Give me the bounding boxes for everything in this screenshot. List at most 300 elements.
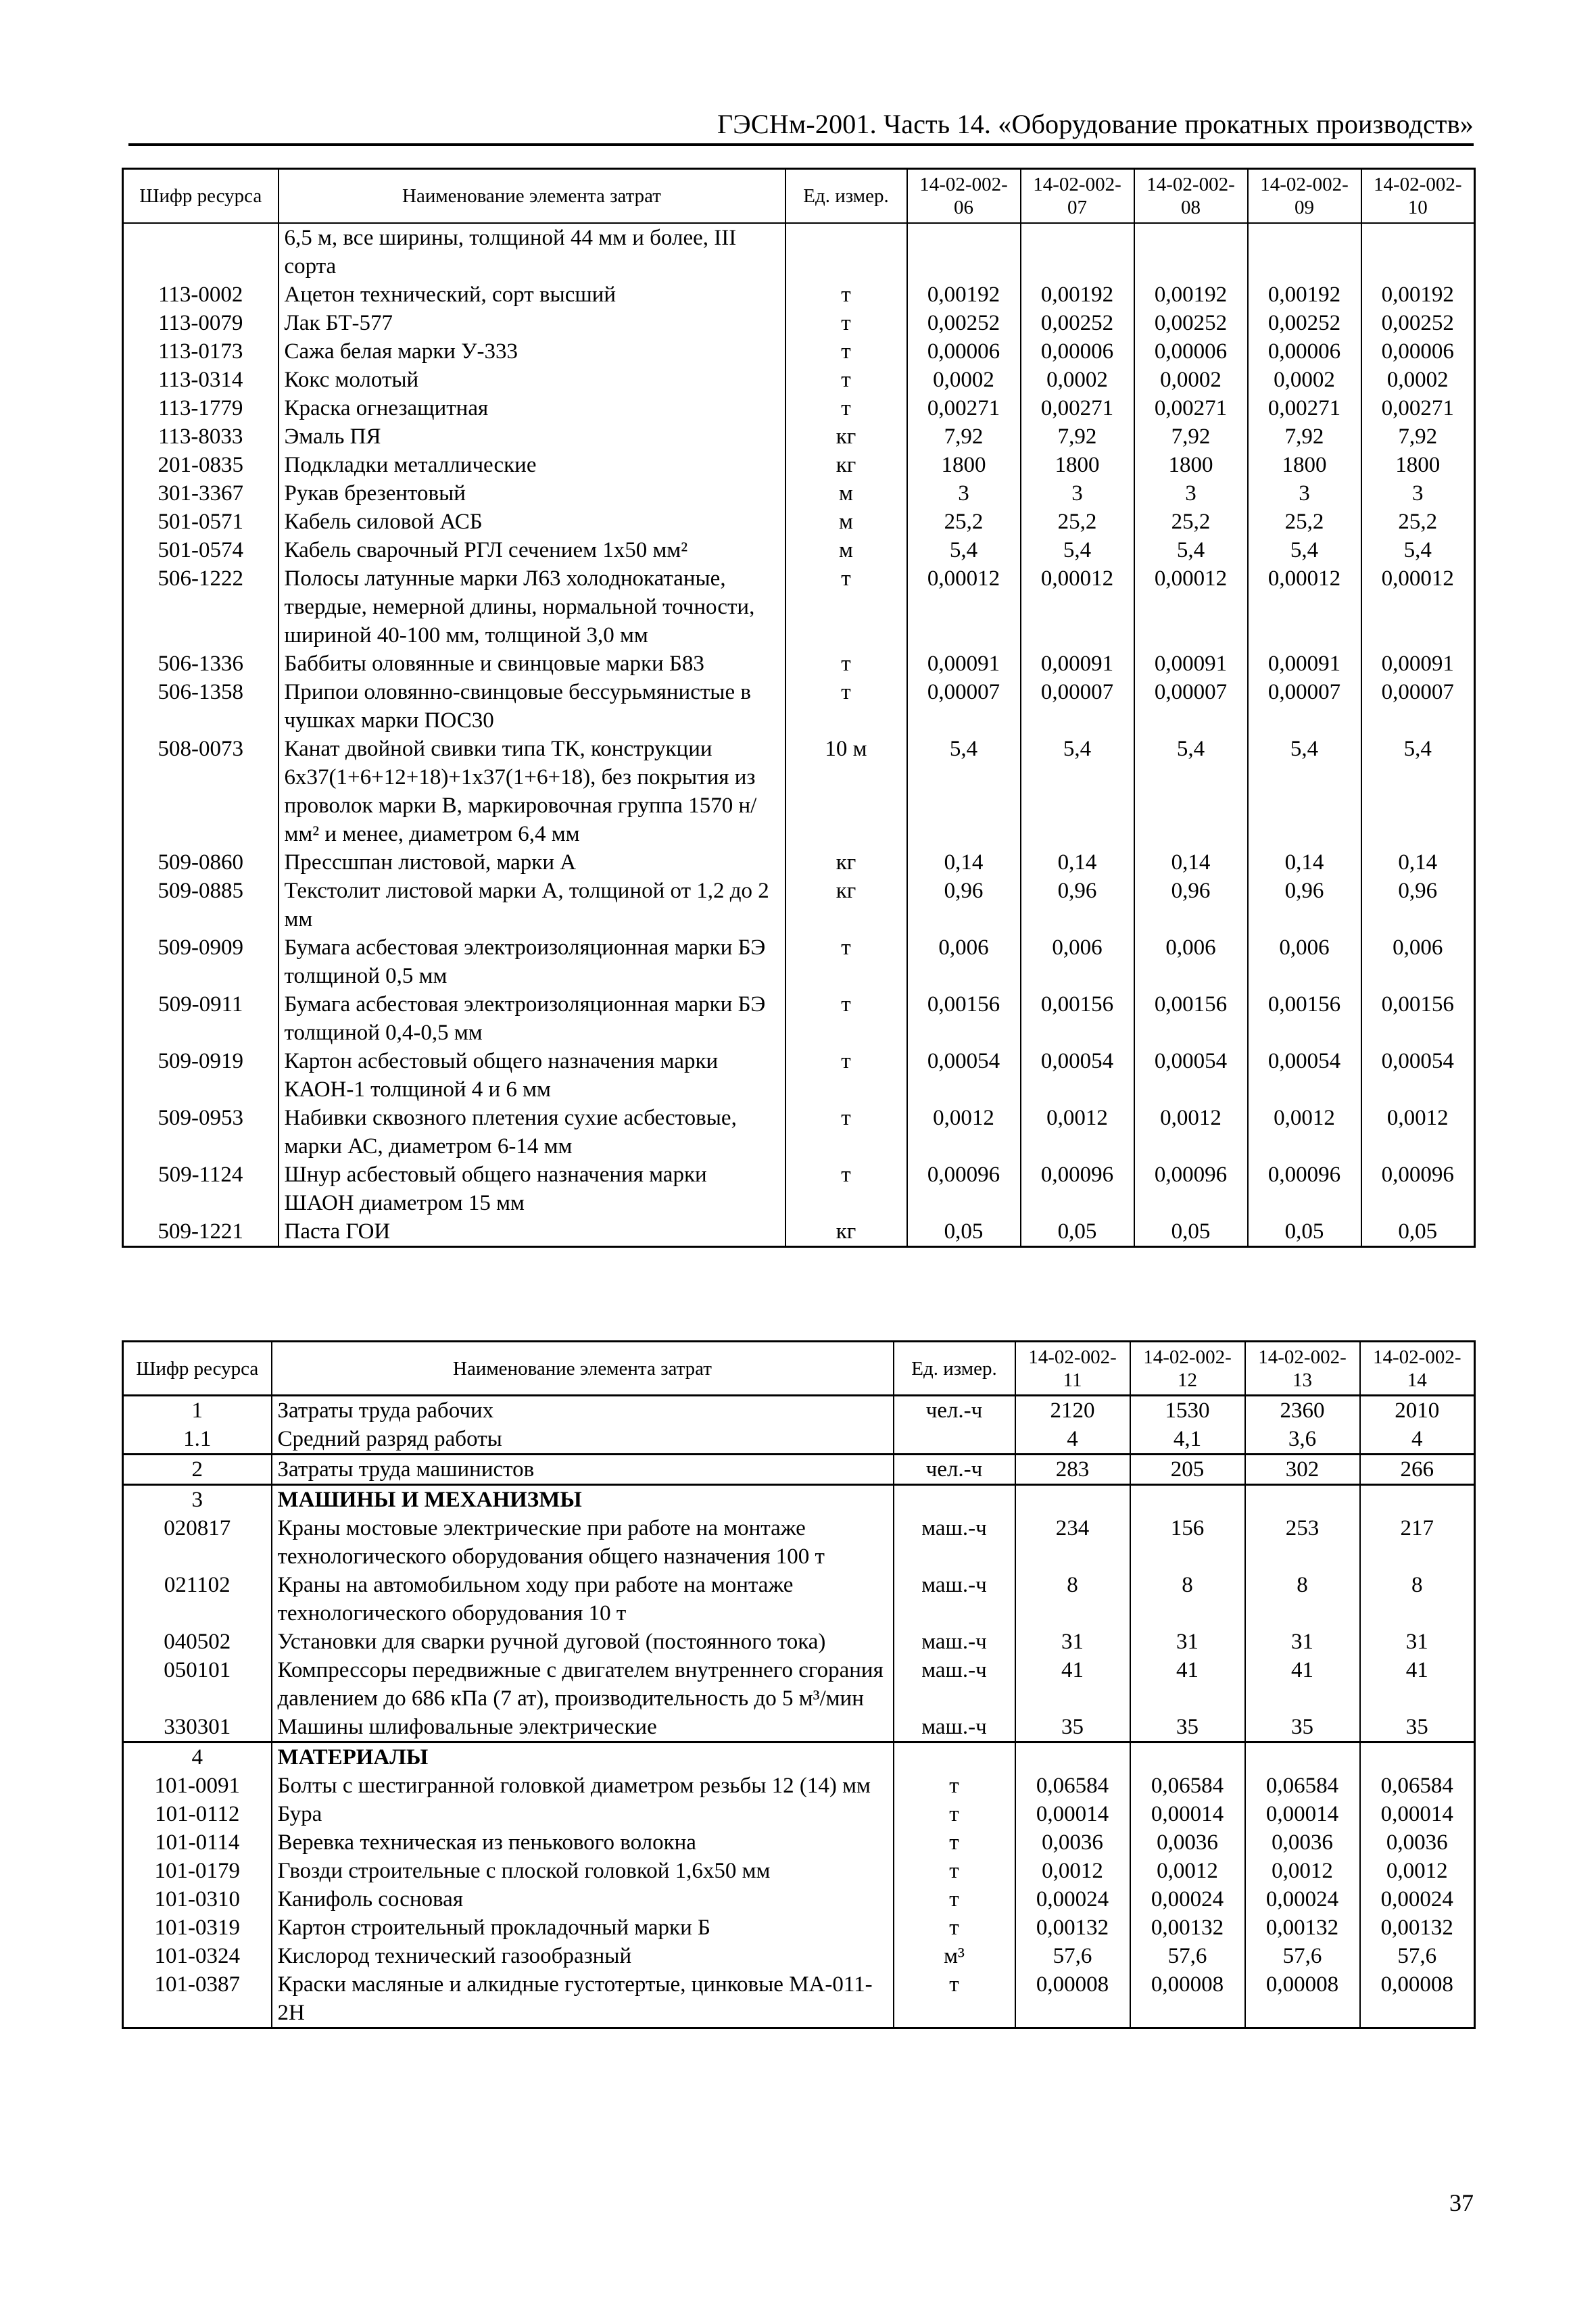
col-header-code: Шифр ресурса	[123, 169, 279, 223]
value-cell: 0,06584	[1015, 1772, 1130, 1800]
value-cell: 0,00252	[1248, 309, 1361, 337]
value-cell: 0,00006	[1361, 337, 1475, 366]
resource-code: 506-1358	[123, 678, 279, 735]
value-cell: 0,00054	[1248, 1047, 1361, 1104]
col-header-value: 14-02-002-13	[1245, 1342, 1360, 1396]
resource-code: 509-0953	[123, 1104, 279, 1161]
value-cell: 5,4	[1134, 536, 1248, 564]
col-header-value: 14-02-002-09	[1248, 169, 1361, 223]
value-cell: 0,96	[1248, 877, 1361, 933]
value-cell: 35	[1130, 1713, 1245, 1743]
value-cell: 5,4	[1361, 536, 1475, 564]
table-row	[123, 1656, 1475, 1713]
table-row	[123, 1970, 1475, 2028]
value-cell: 2120	[1015, 1396, 1130, 1425]
resource-name: Баббиты оловянные и свинцовые марки Б83	[279, 650, 785, 678]
value-cell: 7,92	[1361, 422, 1475, 451]
resources-table-1	[122, 168, 1476, 1248]
value-cell: 0,0036	[1245, 1828, 1360, 1857]
value-cell: 0,00007	[1248, 678, 1361, 735]
table-row	[123, 877, 1475, 933]
resource-name: Затраты труда рабочих	[272, 1396, 894, 1425]
value-cell: 0,00192	[1248, 281, 1361, 309]
resource-name: Паста ГОИ	[279, 1217, 785, 1247]
table-row	[123, 1396, 1475, 1425]
value-cell: 1800	[907, 451, 1021, 479]
value-cell	[907, 223, 1021, 281]
resource-code: 509-0909	[123, 933, 279, 990]
resource-code: 101-0179	[123, 1857, 272, 1885]
unit-cell	[894, 1743, 1015, 1772]
resource-name: Набивки сквозного плетения сухие асбестовые, марки АС, диаметром 6-14 мм	[279, 1104, 785, 1161]
resource-name: Лак БТ-577	[279, 309, 785, 337]
unit-cell: т	[785, 394, 907, 422]
unit-cell: маш.-ч	[894, 1656, 1015, 1713]
value-cell: 41	[1015, 1656, 1130, 1713]
unit-cell: т	[785, 281, 907, 309]
resource-code: 3	[123, 1485, 272, 1515]
resource-code: 509-1124	[123, 1161, 279, 1217]
col-header-value: 14-02-002-07	[1021, 169, 1134, 223]
value-cell: 5,4	[1248, 536, 1361, 564]
table-row	[123, 1455, 1475, 1485]
table-row	[123, 1047, 1475, 1104]
value-cell: 0,00012	[1248, 564, 1361, 650]
value-cell: 0,00192	[1021, 281, 1134, 309]
table-row	[123, 1772, 1475, 1800]
value-cell	[1021, 223, 1134, 281]
value-cell: 1800	[1361, 451, 1475, 479]
value-cell: 0,00012	[907, 564, 1021, 650]
value-cell: 0,00024	[1130, 1885, 1245, 1914]
value-cell: 0,00024	[1015, 1885, 1130, 1914]
table-row	[123, 309, 1475, 337]
unit-cell: т	[894, 1772, 1015, 1800]
unit-cell: т	[785, 564, 907, 650]
resource-name: Сажа белая марки У-333	[279, 337, 785, 366]
unit-cell: т	[894, 1885, 1015, 1914]
value-cell: 8	[1360, 1571, 1475, 1628]
resource-code: 509-0911	[123, 990, 279, 1047]
unit-cell: маш.-ч	[894, 1514, 1015, 1571]
resource-name: Шнур асбестовый общего назначения марки ШАОН диаметром 15 мм	[279, 1161, 785, 1217]
value-cell: 0,00006	[1134, 337, 1248, 366]
resource-code: 509-0885	[123, 877, 279, 933]
value-cell: 0,00096	[1361, 1161, 1475, 1217]
value-cell: 156	[1130, 1514, 1245, 1571]
unit-cell: т	[785, 1047, 907, 1104]
value-cell	[1245, 1485, 1360, 1515]
resource-name: Краски масляные и алкидные густотертые, цинковые МА-011-2Н	[272, 1970, 894, 2028]
value-cell: 0,00096	[1248, 1161, 1361, 1217]
value-cell: 0,0002	[1361, 366, 1475, 394]
resource-code: 4	[123, 1743, 272, 1772]
value-cell: 0,96	[1361, 877, 1475, 933]
unit-cell: м³	[894, 1942, 1015, 1970]
resource-code: 040502	[123, 1628, 272, 1656]
value-cell: 253	[1245, 1514, 1360, 1571]
table-row	[123, 848, 1475, 877]
resource-name: Рукав брезентовый	[279, 479, 785, 508]
value-cell: 0,00091	[907, 650, 1021, 678]
table-row	[123, 1713, 1475, 1743]
value-cell: 31	[1130, 1628, 1245, 1656]
table-row	[123, 678, 1475, 735]
col-header-name: Наименование элемента затрат	[272, 1342, 894, 1396]
value-cell	[1015, 1743, 1130, 1772]
resource-code: 506-1336	[123, 650, 279, 678]
value-cell: 0,00252	[1361, 309, 1475, 337]
table-row	[123, 451, 1475, 479]
value-cell	[1134, 223, 1248, 281]
resource-code	[123, 223, 279, 281]
value-cell	[1130, 1743, 1245, 1772]
unit-cell: т	[785, 933, 907, 990]
value-cell: 0,00008	[1245, 1970, 1360, 2028]
value-cell: 0,00008	[1360, 1970, 1475, 2028]
value-cell: 1800	[1248, 451, 1361, 479]
resource-code: 509-0860	[123, 848, 279, 877]
value-cell: 0,00006	[1021, 337, 1134, 366]
table-row	[123, 366, 1475, 394]
value-cell: 0,00006	[907, 337, 1021, 366]
unit-cell: т	[785, 309, 907, 337]
value-cell: 7,92	[1248, 422, 1361, 451]
unit-cell: кг	[785, 848, 907, 877]
value-cell: 2010	[1360, 1396, 1475, 1425]
unit-cell	[894, 1485, 1015, 1515]
resource-code: 101-0319	[123, 1914, 272, 1942]
value-cell: 0,05	[907, 1217, 1021, 1247]
value-cell: 0,0012	[1245, 1857, 1360, 1885]
unit-cell: т	[785, 990, 907, 1047]
value-cell: 0,00271	[1248, 394, 1361, 422]
value-cell: 0,00012	[1361, 564, 1475, 650]
table-row	[123, 508, 1475, 536]
value-cell: 0,0036	[1015, 1828, 1130, 1857]
value-cell: 0,00014	[1015, 1800, 1130, 1828]
unit-cell: кг	[785, 877, 907, 933]
value-cell: 25,2	[907, 508, 1021, 536]
unit-cell: м	[785, 536, 907, 564]
value-cell: 0,00014	[1245, 1800, 1360, 1828]
value-cell: 5,4	[907, 536, 1021, 564]
unit-cell: кг	[785, 422, 907, 451]
value-cell: 0,006	[1134, 933, 1248, 990]
value-cell: 5,4	[907, 735, 1021, 848]
value-cell: 35	[1245, 1713, 1360, 1743]
table-row	[123, 281, 1475, 309]
value-cell: 5,4	[1021, 735, 1134, 848]
value-cell	[1130, 1485, 1245, 1515]
value-cell: 0,0012	[1015, 1857, 1130, 1885]
unit-cell: маш.-ч	[894, 1713, 1015, 1743]
value-cell: 0,00091	[1361, 650, 1475, 678]
value-cell: 0,05	[1134, 1217, 1248, 1247]
col-header-value: 14-02-002-11	[1015, 1342, 1130, 1396]
resource-code: 101-0324	[123, 1942, 272, 1970]
value-cell: 0,0012	[1130, 1857, 1245, 1885]
value-cell: 3	[907, 479, 1021, 508]
resource-name: Краска огнезащитная	[279, 394, 785, 422]
table-row	[123, 1914, 1475, 1942]
resource-name: Картон строительный прокладочный марки Б	[272, 1914, 894, 1942]
value-cell: 0,00252	[1021, 309, 1134, 337]
value-cell: 1530	[1130, 1396, 1245, 1425]
resource-code: 101-0112	[123, 1800, 272, 1828]
table-row	[123, 1628, 1475, 1656]
value-cell: 41	[1360, 1656, 1475, 1713]
value-cell: 0,0002	[1248, 366, 1361, 394]
table-row	[123, 337, 1475, 366]
value-cell: 0,14	[1134, 848, 1248, 877]
table-row	[123, 1425, 1475, 1455]
table-row	[123, 394, 1475, 422]
value-cell: 0,00091	[1248, 650, 1361, 678]
table-row	[123, 1828, 1475, 1857]
col-header-value: 14-02-002-08	[1134, 169, 1248, 223]
resource-code: 501-0574	[123, 536, 279, 564]
col-header-code: Шифр ресурса	[123, 1342, 272, 1396]
resource-name: Припои оловянно-свинцовые бессурьмянистые в чушках марки ПОС30	[279, 678, 785, 735]
resource-code: 501-0571	[123, 508, 279, 536]
unit-cell	[785, 223, 907, 281]
resource-name: Гвозди строительные с плоской головкой 1,6х50 мм	[272, 1857, 894, 1885]
value-cell: 0,96	[907, 877, 1021, 933]
value-cell: 41	[1245, 1656, 1360, 1713]
resource-name: Бура	[272, 1800, 894, 1828]
value-cell: 7,92	[1021, 422, 1134, 451]
value-cell: 0,00008	[1015, 1970, 1130, 2028]
value-cell: 0,00252	[1134, 309, 1248, 337]
value-cell: 8	[1015, 1571, 1130, 1628]
value-cell: 5,4	[1361, 735, 1475, 848]
unit-cell: маш.-ч	[894, 1628, 1015, 1656]
value-cell: 0,00192	[907, 281, 1021, 309]
resource-name: Бумага асбестовая электроизоляционная марки БЭ толщиной 0,4-0,5 мм	[279, 990, 785, 1047]
value-cell: 7,92	[907, 422, 1021, 451]
value-cell: 7,92	[1134, 422, 1248, 451]
col-header-value: 14-02-002-10	[1361, 169, 1475, 223]
unit-cell: т	[785, 1104, 907, 1161]
unit-cell: т	[894, 1914, 1015, 1942]
value-cell: 0,0012	[907, 1104, 1021, 1161]
unit-cell: т	[894, 1970, 1015, 2028]
resource-code: 2	[123, 1455, 272, 1485]
value-cell: 35	[1015, 1713, 1130, 1743]
value-cell: 0,00091	[1134, 650, 1248, 678]
value-cell: 4	[1360, 1425, 1475, 1455]
value-cell: 1800	[1021, 451, 1134, 479]
table-row	[123, 1571, 1475, 1628]
value-cell: 0,00271	[1134, 394, 1248, 422]
value-cell: 0,006	[1248, 933, 1361, 990]
value-cell	[1361, 223, 1475, 281]
table-row	[123, 1800, 1475, 1828]
value-cell: 0,006	[1021, 933, 1134, 990]
resource-name: Подкладки металлические	[279, 451, 785, 479]
value-cell: 31	[1360, 1628, 1475, 1656]
value-cell: 0,00012	[1021, 564, 1134, 650]
resource-code: 101-0114	[123, 1828, 272, 1857]
table-row	[123, 564, 1475, 650]
resource-name: 6,5 м, все ширины, толщиной 44 мм и более, III сорта	[279, 223, 785, 281]
resource-code: 101-0387	[123, 1970, 272, 2028]
value-cell: 302	[1245, 1455, 1360, 1485]
resource-code: 113-0173	[123, 337, 279, 366]
value-cell: 0,06584	[1130, 1772, 1245, 1800]
value-cell: 0,06584	[1360, 1772, 1475, 1800]
col-header-value: 14-02-002-12	[1130, 1342, 1245, 1396]
resource-name: Текстолит листовой марки А, толщиной от 1,2 до 2 мм	[279, 877, 785, 933]
table-row	[123, 1857, 1475, 1885]
table-row	[123, 223, 1475, 281]
resource-name: Краны на автомобильном ходу при работе на монтаже технологического оборудования 10 т	[272, 1571, 894, 1628]
resource-code: 101-0091	[123, 1772, 272, 1800]
resource-code: 113-0002	[123, 281, 279, 309]
unit-cell: маш.-ч	[894, 1571, 1015, 1628]
unit-cell: т	[785, 678, 907, 735]
resource-name: Картон асбестовый общего назначения марки КАОН-1 толщиной 4 и 6 мм	[279, 1047, 785, 1104]
resource-name: Установки для сварки ручной дуговой (постоянного тока)	[272, 1628, 894, 1656]
page-number: 37	[1449, 2189, 1474, 2216]
value-cell: 0,0036	[1130, 1828, 1245, 1857]
resource-code: 506-1222	[123, 564, 279, 650]
value-cell: 25,2	[1361, 508, 1475, 536]
resource-name: МАШИНЫ И МЕХАНИЗМЫ	[272, 1485, 894, 1515]
value-cell: 0,00012	[1134, 564, 1248, 650]
table-row	[123, 422, 1475, 451]
resource-code: 509-0919	[123, 1047, 279, 1104]
value-cell: 266	[1360, 1455, 1475, 1485]
value-cell: 0,006	[907, 933, 1021, 990]
value-cell: 41	[1130, 1656, 1245, 1713]
value-cell: 0,00192	[1361, 281, 1475, 309]
value-cell: 31	[1245, 1628, 1360, 1656]
value-cell: 0,06584	[1245, 1772, 1360, 1800]
resource-code: 021102	[123, 1571, 272, 1628]
value-cell	[1360, 1743, 1475, 1772]
col-header-unit: Ед. измер.	[894, 1342, 1015, 1396]
value-cell: 8	[1130, 1571, 1245, 1628]
value-cell: 5,4	[1248, 735, 1361, 848]
value-cell: 1800	[1134, 451, 1248, 479]
value-cell: 0,14	[1361, 848, 1475, 877]
resource-name: Бумага асбестовая электроизоляционная марки БЭ толщиной 0,5 мм	[279, 933, 785, 990]
resource-name: Компрессоры передвижные с двигателем внутреннего сгорания давлением до 686 кПа (7 ат), производительность до 5 м³/мин	[272, 1656, 894, 1713]
resource-name: Полосы латунные марки Л63 холоднокатаные, твердые, немерной длины, нормальной точности, шириной 40-100 мм, толщиной 3,0 мм	[279, 564, 785, 650]
value-cell: 5,4	[1021, 536, 1134, 564]
value-cell: 57,6	[1360, 1942, 1475, 1970]
value-cell: 0,0012	[1134, 1104, 1248, 1161]
value-cell: 0,00054	[1021, 1047, 1134, 1104]
unit-cell: 10 м	[785, 735, 907, 848]
value-cell: 0,00132	[1015, 1914, 1130, 1942]
unit-cell: кг	[785, 451, 907, 479]
value-cell: 57,6	[1245, 1942, 1360, 1970]
value-cell: 0,00014	[1360, 1800, 1475, 1828]
value-cell: 0,00132	[1245, 1914, 1360, 1942]
value-cell: 0,0002	[1021, 366, 1134, 394]
resource-code: 201-0835	[123, 451, 279, 479]
resource-code: 1	[123, 1396, 272, 1425]
table-row	[123, 536, 1475, 564]
table-row	[123, 1514, 1475, 1571]
unit-cell: м	[785, 508, 907, 536]
value-cell: 217	[1360, 1514, 1475, 1571]
table-row	[123, 1743, 1475, 1772]
table-row	[123, 933, 1475, 990]
value-cell: 0,14	[1248, 848, 1361, 877]
table-row	[123, 1885, 1475, 1914]
value-cell: 3	[1021, 479, 1134, 508]
table-row	[123, 1485, 1475, 1515]
value-cell: 0,0012	[1361, 1104, 1475, 1161]
value-cell: 2360	[1245, 1396, 1360, 1425]
resource-name: Канифоль сосновая	[272, 1885, 894, 1914]
value-cell: 0,00024	[1245, 1885, 1360, 1914]
resource-code: 050101	[123, 1656, 272, 1713]
unit-cell: т	[894, 1800, 1015, 1828]
resource-code: 330301	[123, 1713, 272, 1743]
col-header-name: Наименование элемента затрат	[279, 169, 785, 223]
value-cell: 0,00054	[1134, 1047, 1248, 1104]
value-cell: 0,0012	[1021, 1104, 1134, 1161]
value-cell: 4	[1015, 1425, 1130, 1455]
resource-code: 113-8033	[123, 422, 279, 451]
value-cell: 0,96	[1021, 877, 1134, 933]
value-cell: 0,00271	[1021, 394, 1134, 422]
value-cell: 0,00156	[1021, 990, 1134, 1047]
unit-cell: кг	[785, 1217, 907, 1247]
value-cell: 0,0002	[1134, 366, 1248, 394]
value-cell: 0,00271	[907, 394, 1021, 422]
value-cell: 0,00014	[1130, 1800, 1245, 1828]
unit-cell: т	[785, 366, 907, 394]
page-header: ГЭСНм-2001. Часть 14. «Оборудование прокатных производств»	[717, 109, 1474, 139]
value-cell: 0,00007	[907, 678, 1021, 735]
value-cell: 0,14	[1021, 848, 1134, 877]
header-rule	[128, 143, 1474, 146]
value-cell: 31	[1015, 1628, 1130, 1656]
unit-cell: чел.-ч	[894, 1396, 1015, 1425]
value-cell: 25,2	[1021, 508, 1134, 536]
value-cell: 0,00252	[907, 309, 1021, 337]
value-cell: 0,00156	[1134, 990, 1248, 1047]
resource-name: Средний разряд работы	[272, 1425, 894, 1455]
value-cell: 0,96	[1134, 877, 1248, 933]
resource-name: Кислород технический газообразный	[272, 1942, 894, 1970]
value-cell: 0,05	[1248, 1217, 1361, 1247]
value-cell: 0,00271	[1361, 394, 1475, 422]
value-cell: 0,00008	[1130, 1970, 1245, 2028]
value-cell: 0,0002	[907, 366, 1021, 394]
unit-cell	[894, 1425, 1015, 1455]
value-cell: 0,00007	[1021, 678, 1134, 735]
resource-code: 113-1779	[123, 394, 279, 422]
value-cell: 0,00054	[907, 1047, 1021, 1104]
unit-cell: т	[785, 650, 907, 678]
value-cell: 0,00156	[1361, 990, 1475, 1047]
resources-table-2	[122, 1340, 1476, 2029]
value-cell	[1245, 1743, 1360, 1772]
resource-name: Болты с шестигранной головкой диаметром резьбы 12 (14) мм	[272, 1772, 894, 1800]
col-header-value: 14-02-002-06	[907, 169, 1021, 223]
value-cell: 0,00156	[1248, 990, 1361, 1047]
resource-name: Кабель сварочный РГЛ сечением 1х50 мм²	[279, 536, 785, 564]
value-cell: 0,05	[1361, 1217, 1475, 1247]
resource-name: Эмаль ПЯ	[279, 422, 785, 451]
